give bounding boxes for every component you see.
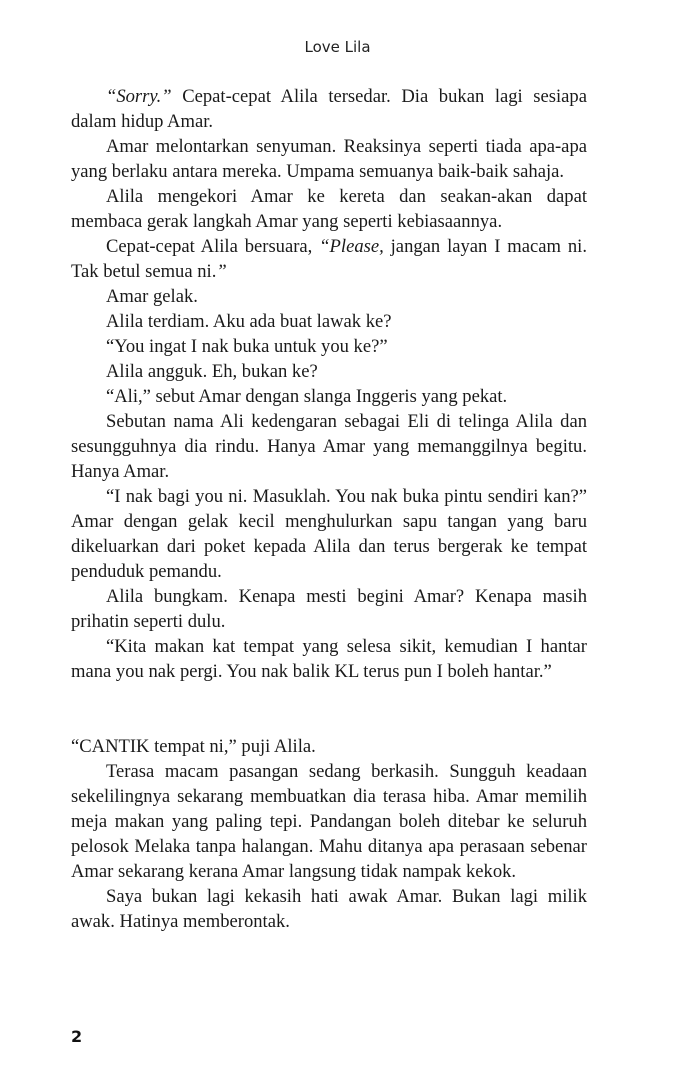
paragraph: Amar gelak.	[106, 286, 198, 307]
paragraph: “Kita makan kat tempat yang selesa sikit, kemudian I hantar mana you nak pergi. You nak balik KL terus pun I boleh hantar.”	[71, 636, 587, 682]
section-break	[71, 684, 587, 734]
body-text	[71, 84, 587, 934]
paragraph-text: Cepat-cepat Alila tersedar. Dia bukan lagi sesiapa dalam hidup Amar.	[71, 86, 587, 132]
paragraph: Alila terdiam. Aku ada buat lawak ke?	[106, 311, 392, 332]
paragraph	[71, 84, 587, 134]
italic-text: “Please,	[319, 236, 384, 257]
paragraph: Amar melontarkan senyuman. Reaksinya seperti tiada apa-apa yang berlaku antara mereka. Umpama semuanya baik-baik sahaja.	[71, 136, 587, 182]
paragraph: Terasa macam pasangan sedang berkasih. Sungguh keadaan sekelilingnya sekarang membuatkan dia terasa hiba. Amar memilih meja makan yang paling tepi. Pandangan boleh ditebar ke seluruh pelosok Melaka tanpa halangan. Mahu ditanya apa perasaan sebenar Amar sekarang kerana Amar langsung tidak nampak kekok.	[71, 761, 587, 882]
paragraph: “You ingat I nak buka untuk you ke?”	[106, 336, 388, 357]
paragraph	[71, 234, 587, 284]
paragraph: Sebutan nama Ali kedengaran sebagai Eli di telinga Alila dan sesungguhnya dia rindu. Hanya Amar yang memanggilnya begitu. Hanya Amar.	[71, 411, 587, 482]
italic-text: ”	[216, 261, 227, 282]
paragraph: “I nak bagi you ni. Masuklah. You nak buka pintu sendiri kan?” Amar dengan gelak kecil menghulurkan sapu tangan yang baru dikeluarkan dari poket kepada Alila dan terus bergerak ke tempat penduduk pemandu.	[71, 486, 587, 582]
page-number: 2	[71, 1027, 83, 1046]
running-title: Love Lila	[304, 38, 371, 56]
italic-text: “Sorry.”	[106, 86, 172, 107]
paragraph: Saya bukan lagi kekasih hati awak Amar. Bukan lagi milik awak. Hatinya memberontak.	[71, 886, 587, 932]
paragraph-text: jangan layan I macam ni. Tak betul semua ni.	[71, 236, 587, 282]
paragraph: “Ali,” sebut Amar dengan slanga Inggeris yang pekat.	[106, 386, 508, 407]
paragraph: Alila angguk. Eh, bukan ke?	[106, 361, 318, 382]
paragraph: Alila bungkam. Kenapa mesti begini Amar? Kenapa masih prihatin seperti dulu.	[71, 586, 587, 632]
paragraph: Alila mengekori Amar ke kereta dan seakan-akan dapat membaca gerak langkah Amar yang seperti kebiasaannya.	[71, 186, 587, 232]
paragraph-text: Cepat-cepat Alila bersuara,	[106, 236, 320, 257]
paragraph: “CANTIK tempat ni,” puji Alila.	[71, 736, 316, 757]
